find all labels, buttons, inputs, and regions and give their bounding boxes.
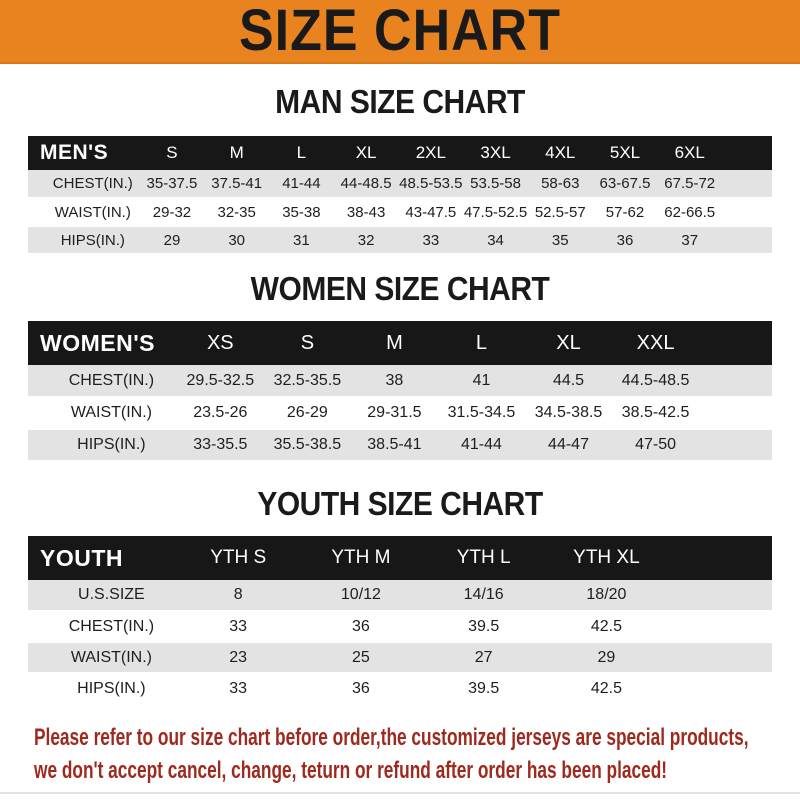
man-table-header-label: MEN'S [40,141,109,164]
size-cell: 14/16 [463,586,504,603]
size-cell: 36 [352,679,370,697]
size-cell: 43-47.5 [405,203,457,221]
column-header: M [229,143,244,162]
column-header: S [166,143,178,162]
size-cell: 44-47 [548,436,589,453]
table-spacer-cell [722,226,772,254]
size-cell: 42.5 [590,679,622,697]
man-size-table [28,136,772,255]
man-table-header-row [28,136,772,170]
row-label: WAIST(IN.) [70,648,152,666]
size-cell: 57-62 [605,203,645,221]
size-cell: 31.5-34.5 [447,404,516,421]
column-header: YTH L [456,547,511,568]
size-cell: 31 [293,231,310,249]
table-spacer-cell [699,429,772,461]
column-header: 5XL [609,143,641,162]
size-cell: 27 [474,648,493,666]
size-cell: 32 [357,231,375,249]
table-row [28,226,772,254]
size-cell: 34.5-38.5 [534,404,603,421]
row-label: HIPS(IN.) [77,679,146,697]
row-label: WAIST(IN.) [54,203,131,221]
youth-size-table [28,536,772,705]
size-cell: 30 [228,231,246,249]
size-cell: 25 [352,648,370,666]
table-spacer-cell [722,170,772,198]
table-spacer-cell [668,580,772,611]
row-label: HIPS(IN.) [60,231,125,249]
column-header: 3XL [480,143,511,162]
size-cell: 42.5 [590,617,622,635]
size-cell: 58-63 [541,175,580,192]
row-label: U.S.SIZE [78,586,145,603]
row-label: CHEST(IN.) [52,175,133,192]
row-label: CHEST(IN.) [68,371,155,389]
size-cell: 29 [163,231,181,249]
column-header: XS [206,331,234,354]
size-cell: 38.5-42.5 [621,404,690,421]
size-cell: 38 [385,371,404,389]
size-cell: 29.5-32.5 [186,371,255,389]
women-table-header-label: WOMEN'S [40,329,156,356]
size-cell: 67.5-72 [664,175,716,192]
column-header: 2XL [415,143,446,162]
size-cell: 52.5-57 [534,203,586,221]
size-cell: 10/12 [340,586,381,603]
table-spacer-cell [699,365,772,397]
size-cell: 41-44 [282,175,321,192]
size-cell: 35 [551,231,569,249]
size-cell: 32.5-35.5 [273,371,342,389]
size-cell: 29-31.5 [367,404,422,421]
size-cell: 39.5 [468,617,500,635]
size-cell: 8 [233,586,243,603]
table-row [28,611,772,642]
column-header: S [300,331,315,354]
column-header: YTH XL [573,547,640,568]
column-header: YTH S [210,547,267,568]
size-cell: 38-43 [346,203,386,221]
youth-table-header-label: YOUTH [40,544,123,571]
table-spacer-cell [722,136,772,170]
size-cell: 34 [487,231,504,249]
table-row [28,170,772,198]
table-spacer-cell [699,397,772,429]
women-size-chart-section [0,270,800,462]
man-section-title: MAN SIZE CHART [275,83,525,121]
women-size-table [28,321,772,462]
column-header: 4XL [545,143,576,162]
footer-note-line1: Please refer to our size chart before order,the customized jerseys are special products, [34,724,749,751]
table-row [28,642,772,673]
column-header: 6XL [674,143,705,162]
size-cell: 33-35.5 [193,436,248,453]
youth-table-header-row [28,536,772,580]
column-header: M [386,331,403,354]
man-size-chart-section [0,83,800,255]
size-cell: 33 [422,231,440,249]
size-cell: 44.5 [552,371,585,389]
table-spacer-cell [699,321,772,365]
size-cell: 53.5-58 [470,175,521,192]
size-cell: 23.5-26 [193,404,248,421]
size-cell: 36 [352,617,370,635]
table-spacer-cell [668,536,772,580]
bottom-divider [0,792,800,794]
size-cell: 39.5 [468,679,500,697]
table-spacer-cell [668,673,772,704]
column-header: XL [355,143,377,162]
column-header: YTH M [331,547,391,568]
column-header: XXL [636,331,675,354]
table-row [28,365,772,397]
column-header: L [475,331,488,354]
size-cell: 63-67.5 [599,175,651,192]
table-spacer-cell [668,642,772,673]
row-label: CHEST(IN.) [68,617,155,635]
size-cell: 62-66.5 [664,203,716,221]
size-cell: 29 [597,648,616,666]
footer-note [34,721,800,787]
size-cell: 33 [229,679,248,697]
size-cell: 48.5-53.5 [399,175,463,192]
table-spacer-cell [722,198,772,226]
size-cell: 47-50 [635,436,677,453]
size-cell: 37 [681,231,699,249]
row-label: HIPS(IN.) [77,436,146,453]
column-header: L [296,143,307,162]
youth-section-title: YOUTH SIZE CHART [257,485,543,523]
size-cell: 41-44 [461,436,502,453]
size-cell: 47.5-52.5 [463,203,528,221]
table-spacer-cell [668,611,772,642]
table-row [28,397,772,429]
youth-size-chart-section [0,485,800,705]
table-row [28,198,772,226]
women-section-title: WOMEN SIZE CHART [250,270,550,308]
size-cell: 26-29 [286,404,328,421]
size-cell: 44-48.5 [340,175,392,192]
size-cell: 35-38 [282,203,321,221]
table-row [28,580,772,611]
size-cell: 23 [229,648,248,666]
size-cell: 44.5-48.5 [621,371,690,389]
footer-note-line2: we don't accept cancel, change, teturn or refund after order has been placed! [34,757,668,784]
size-cell: 29-32 [152,203,192,221]
size-cell: 18/20 [586,586,627,603]
size-cell: 38.5-41 [367,436,422,453]
table-row [28,673,772,704]
column-header: XL [556,331,581,354]
banner-title: SIZE CHART [239,0,561,64]
size-cell: 37.5-41 [211,175,263,192]
size-cell: 36 [616,231,634,249]
size-cell: 41 [472,371,491,389]
size-cell: 33 [229,617,248,635]
row-label: WAIST(IN.) [70,404,152,421]
size-cell: 32-35 [217,203,256,221]
size-cell: 35.5-38.5 [273,436,342,453]
women-table-header-row [28,321,772,365]
size-chart-banner [0,0,800,64]
size-cell: 35-37.5 [146,175,198,192]
table-row [28,429,772,461]
